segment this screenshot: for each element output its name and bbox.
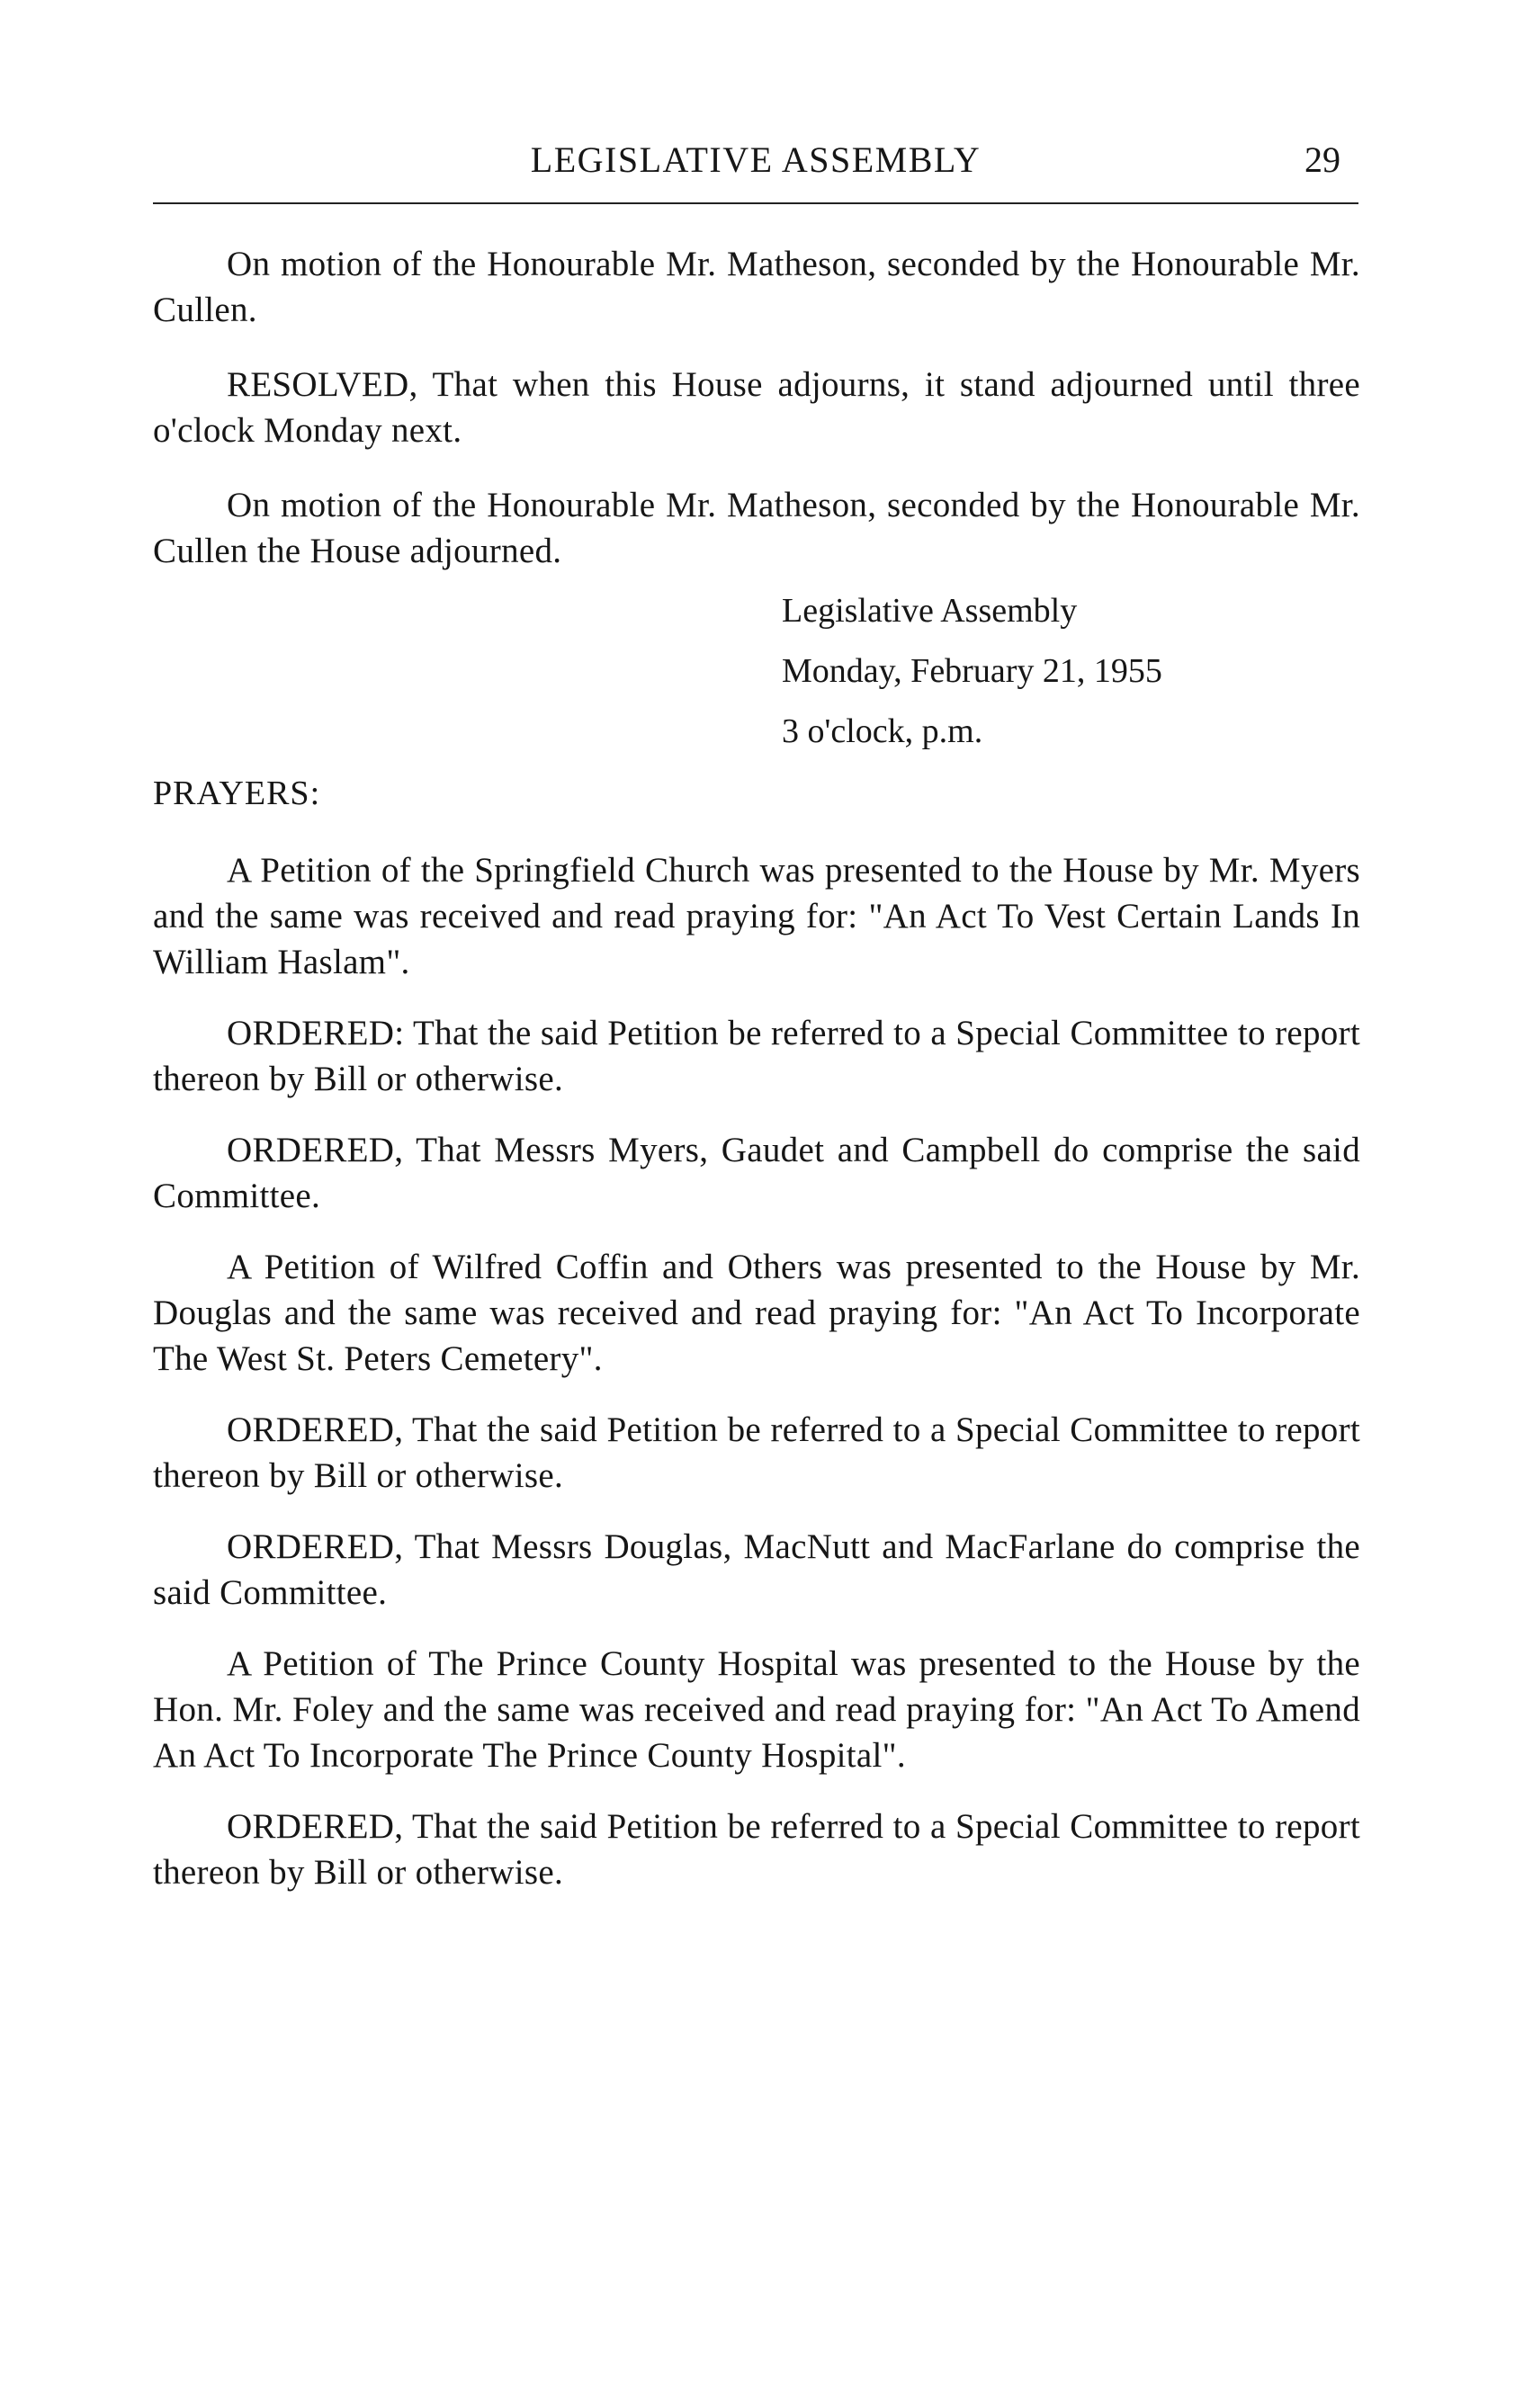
petition-paragraph: A Petition of Wilfred Coffin and Others was presented to the House by Mr. Douglas and the same was received and read praying for: "An Act To Incorporate The West St. Peters Cemetery". (153, 1248, 1360, 1378)
header-rule (153, 202, 1358, 204)
order-paragraph: ORDERED, That the said Petition be referred to a Special Committee to report thereon by Bill or otherwise. (153, 1410, 1360, 1495)
dateline-time: 3 o'clock, p.m. (782, 712, 983, 750)
petition-paragraph: A Petition of the Springfield Church was presented to the House by Mr. Myers and the same was received and read praying for: "An Act To Vest Certain Lands In William Haslam". (153, 851, 1360, 981)
sitting-dateline (782, 588, 1360, 769)
order-paragraph: ORDERED, That Messrs Douglas, MacNutt and MacFarlane do comprise the said Committee. (153, 1527, 1360, 1612)
resolution-paragraph: RESOLVED, That when this House adjourns, it stand adjourned until three o'clock Monday next. (153, 365, 1360, 450)
page-number: 29 (1304, 139, 1340, 180)
order-paragraph: ORDERED, That Messrs Myers, Gaudet and Campbell do comprise the said Committee. (153, 1131, 1360, 1215)
adjournment-paragraph: On motion of the Honourable Mr. Matheson, seconded by the Honourable Mr. Cullen the House adjourned. (153, 486, 1360, 570)
running-title: LEGISLATIVE ASSEMBLY (530, 139, 982, 180)
dateline-body: Legislative Assembly (782, 592, 1078, 630)
petition-paragraph: A Petition of The Prince County Hospital was presented to the House by the Hon. Mr. Foley and the same was received and read praying for: "An Act To Amend An Act To Incorporate The Prince County Hospital". (153, 1644, 1360, 1775)
order-paragraph: ORDERED, That the said Petition be referred to a Special Committee to report thereon by Bill or otherwise. (153, 1807, 1360, 1892)
motion-paragraph: On motion of the Honourable Mr. Matheson, seconded by the Honourable Mr. Cullen. (153, 245, 1360, 329)
page-body (153, 241, 1360, 1895)
page-header (153, 133, 1358, 187)
order-paragraph: ORDERED: That the said Petition be referred to a Special Committee to report thereon by Bill or otherwise. (153, 1014, 1360, 1098)
prayers-heading: PRAYERS: (153, 774, 321, 812)
dateline-date: Monday, February 21, 1955 (782, 652, 1162, 690)
